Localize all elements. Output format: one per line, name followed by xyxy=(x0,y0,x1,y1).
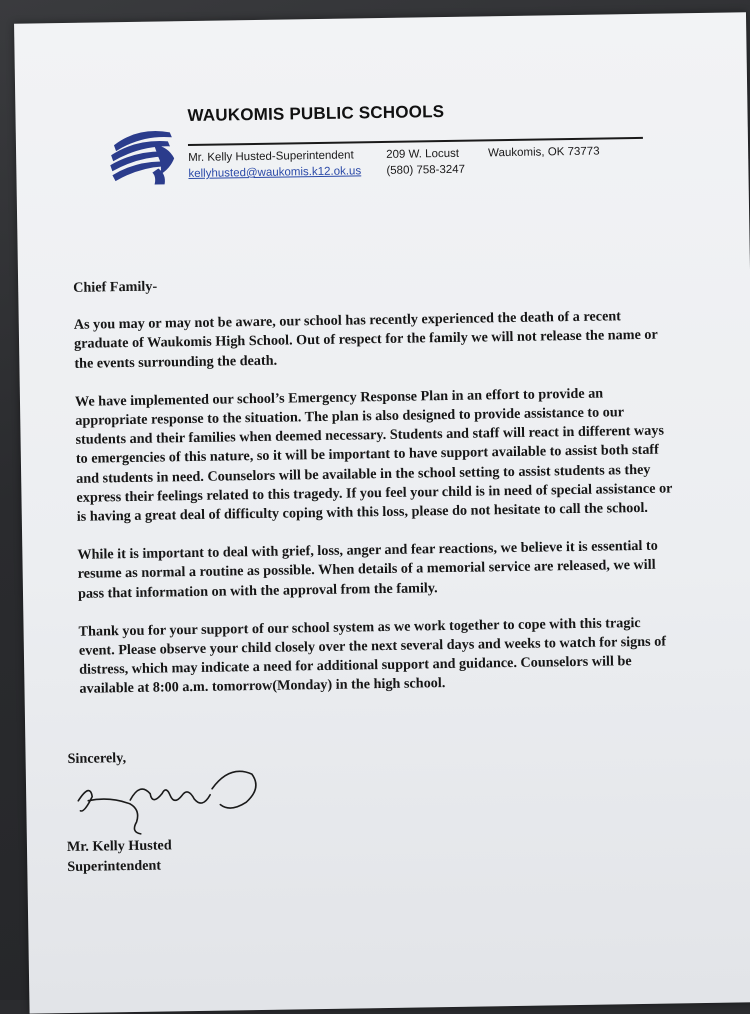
address: 209 W. Locust xyxy=(386,147,460,161)
signer-block xyxy=(67,836,172,877)
email-link[interactable]: kellyhusted@waukomis.k12.ok.us xyxy=(188,165,362,181)
paragraph-2: We have implemented our school’s Emergency Response Plan in an effort to provide an appropriate response to the situation. The plan is also designed to provide assistance to our students and their families when deemed necessary. Students and staff will react in different ways to emergencies of this nature, so it will be important to have support available to assist both staff and students in need. Counselors will be available in the school setting to assist students as they express their feelings related to this tragedy. If you feel your child is in need of special assistance or is having a great deal of difficulty coping with this loss, please do not hesitate to call the school. xyxy=(74,385,673,525)
paragraph-4: Thank you for your support of our school system as we work together to cope with this tragic event. Please observe your child closely over the next several days and weeks to watch for signs of distress, which may indicate a need for additional support and guidance. Counselors will be available at 8:00 a.m. tomorrow(Monday) in the high school. xyxy=(78,614,667,698)
school-name: WAUKOMIS PUBLIC SCHOOLS xyxy=(187,102,445,126)
letterhead xyxy=(107,99,649,217)
greeting: Chief Family- xyxy=(73,278,158,296)
indian-headdress-logo-icon xyxy=(108,124,179,187)
signer-name: Mr. Kelly Husted xyxy=(66,837,172,856)
city-state-zip: Waukomis, OK 73773 xyxy=(488,145,600,160)
letterhead-info xyxy=(188,145,648,181)
letterhead-divider xyxy=(188,137,643,146)
paragraph-3: While it is important to deal with grief, loss, anger and fear reactions, we believe it is essential to resume as normal a routine as possible. When details of a memorial service are released, we will pass that information on with the approval from the family. xyxy=(77,537,658,602)
phone-number: (580) 758-3247 xyxy=(386,163,466,177)
closing: Sincerely, xyxy=(67,750,127,767)
paragraph-1: As you may or may not be aware, our school has recently experienced the death of a recent graduate of Waukomis High School. Out of respect for the family we will not release the name or the events surrounding the death. xyxy=(73,308,658,372)
letter-body xyxy=(73,269,676,718)
handwritten-signature xyxy=(70,758,271,841)
signer-title: Superintendent xyxy=(67,857,162,875)
letter-page xyxy=(14,12,750,1013)
superintendent-line: Mr. Kelly Husted-Superintendent xyxy=(188,149,354,165)
